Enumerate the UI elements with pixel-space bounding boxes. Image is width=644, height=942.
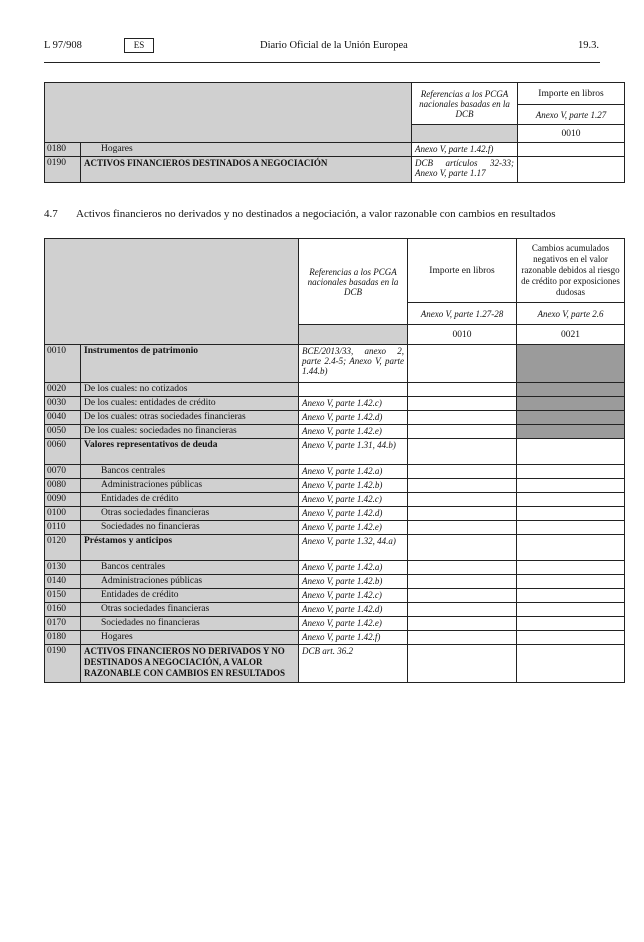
journal-reference: L 97/908 [44,40,82,51]
row-cell [517,589,625,603]
table-row [45,535,625,561]
row-cell [408,465,517,479]
row-ref: Anexo V, parte 1.42.e) [299,521,408,535]
table-row [45,507,625,521]
row-cell-greyed [517,345,625,383]
row-cell [408,603,517,617]
row-label: Sociedades no financieras [81,521,299,535]
section-number: 4.7 [44,208,58,220]
table-row [45,465,625,479]
row-cell [408,383,517,397]
row-label: Bancos centrales [81,465,299,479]
header-ref: Referencias a los PCGA nacionales basadas en la DCB [412,83,518,125]
row-code: 0040 [45,411,81,425]
row-ref [299,383,408,397]
row-label: Otras sociedades financieras [81,603,299,617]
row-code: 0030 [45,397,81,411]
table-row [45,631,625,645]
row-code: 0140 [45,575,81,589]
header-change-ref: Anexo V, parte 2.6 [517,303,625,325]
row-label: Valores representativos de deuda [81,439,299,465]
row-cell [408,479,517,493]
table-row [45,575,625,589]
row-code: 0090 [45,493,81,507]
row-cell [408,575,517,589]
row-ref: Anexo V, parte 1.42.b) [299,479,408,493]
table-row [45,345,625,383]
row-code: 0060 [45,439,81,465]
section-title: Activos financieros no derivados y no destinados a negociación, a valor razonable con cambios en resultados [76,208,556,220]
row-code: 0160 [45,603,81,617]
row-code: 0120 [45,535,81,561]
table-row [45,561,625,575]
row-ref: Anexo V, parte 1.42.a) [299,561,408,575]
row-ref: BCE/2013/33, anexo 2, parte 2.4-5; Anexo V, parte 1.44.b) [299,345,408,383]
row-cell [408,493,517,507]
row-cell-greyed [517,383,625,397]
row-cell [408,397,517,411]
row-label: Instrumentos de patrimonio [81,345,299,383]
row-code: 0130 [45,561,81,575]
row-label: De los cuales: no cotizados [81,383,299,397]
row-ref: Anexo V, parte 1.42.a) [299,465,408,479]
row-cell [517,561,625,575]
table-row [45,425,625,439]
row-cell [517,439,625,465]
row-label: Otras sociedades financieras [81,507,299,521]
row-cell [517,479,625,493]
row-ref: DCB art. 36.2 [299,645,408,683]
table-fvtpl-assets [44,238,625,683]
row-cell [517,631,625,645]
row-ref: DCB artículos 32-33; Anexo V, parte 1.17 [412,157,518,183]
header-ref-blank [412,125,518,143]
row-ref: Anexo V, parte 1.32, 44.a) [299,535,408,561]
row-cell [408,617,517,631]
row-ref: Anexo V, parte 1.42.f) [299,631,408,645]
row-ref: Anexo V, parte 1.42.f) [412,143,518,157]
header-amount-code: 0010 [408,325,517,345]
row-label: Administraciones públicas [81,479,299,493]
table-row [45,439,625,465]
row-cell [517,645,625,683]
row-cell [408,345,517,383]
row-cell [517,493,625,507]
table-row [45,397,625,411]
row-code: 0100 [45,507,81,521]
section-heading [44,208,556,220]
header-rule [44,62,600,63]
row-ref: Anexo V, parte 1.42.d) [299,507,408,521]
row-code: 0020 [45,383,81,397]
row-label: ACTIVOS FINANCIEROS DESTINADOS A NEGOCIACIÓN [81,157,412,183]
table-row [45,411,625,425]
row-ref: Anexo V, parte 1.42.e) [299,617,408,631]
row-cell [517,535,625,561]
table-row [45,143,625,157]
row-ref: Anexo V, parte 1.42.d) [299,603,408,617]
row-cell [408,535,517,561]
row-code: 0190 [45,645,81,683]
row-label: De los cuales: otras sociedades financieras [81,411,299,425]
journal-title: Diario Oficial de la Unión Europea [260,40,408,51]
header-change-code: 0021 [517,325,625,345]
row-code: 0080 [45,479,81,493]
header-amount-ref: Anexo V, parte 1.27-28 [408,303,517,325]
row-cell [408,521,517,535]
row-code: 0070 [45,465,81,479]
row-label: De los cuales: entidades de crédito [81,397,299,411]
row-cell [517,507,625,521]
row-cell [408,561,517,575]
row-cell [408,507,517,521]
page-header [44,36,644,56]
header-amount-ref: Anexo V, parte 1.27 [518,105,625,125]
row-code: 0190 [45,157,81,183]
row-ref: Anexo V, parte 1.42.e) [299,425,408,439]
row-label: De los cuales: sociedades no financieras [81,425,299,439]
header-ref-blank [299,325,408,345]
row-code: 0170 [45,617,81,631]
header-blank [45,239,299,345]
row-cell [408,439,517,465]
row-label: Entidades de crédito [81,493,299,507]
row-cell-greyed [517,425,625,439]
table-row [45,617,625,631]
publication-date: 19.3. [578,40,599,51]
row-code: 0180 [45,631,81,645]
row-cell [517,575,625,589]
row-cell [408,589,517,603]
row-label: Hogares [81,631,299,645]
row-code: 0110 [45,521,81,535]
row-cell-greyed [517,411,625,425]
table-row [45,479,625,493]
table-row [45,493,625,507]
row-ref: Anexo V, parte 1.42.c) [299,493,408,507]
row-label: Hogares [81,143,412,157]
row-ref: Anexo V, parte 1.42.c) [299,589,408,603]
table-continuation [44,82,625,183]
row-label: Préstamos y anticipos [81,535,299,561]
table-row [45,521,625,535]
row-cell [517,465,625,479]
header-amount: Importe en libros [518,83,625,105]
row-ref: Anexo V, parte 1.31, 44.b) [299,439,408,465]
row-cell [518,143,625,157]
language-badge: ES [124,38,154,53]
header-amount: Importe en libros [408,239,517,303]
table-row [45,589,625,603]
row-ref: Anexo V, parte 1.42.c) [299,397,408,411]
row-code: 0010 [45,345,81,383]
table-row [45,603,625,617]
header-blank [45,83,412,143]
row-ref: Anexo V, parte 1.42.b) [299,575,408,589]
header-amount-code: 0010 [518,125,625,143]
row-cell [408,425,517,439]
row-code: 0180 [45,143,81,157]
row-label: Administraciones públicas [81,575,299,589]
row-cell [408,631,517,645]
header-change: Cambios acumulados negativos en el valor razonable debidos al riesgo de crédito por exposiciones dudosas [517,239,625,303]
row-label: Entidades de crédito [81,589,299,603]
row-code: 0050 [45,425,81,439]
row-label: Sociedades no financieras [81,617,299,631]
row-cell [408,411,517,425]
table-row [45,383,625,397]
row-cell [408,645,517,683]
row-label: Bancos centrales [81,561,299,575]
row-label: ACTIVOS FINANCIEROS NO DERIVADOS Y NO DESTINADOS A NEGOCIACIÓN, A VALOR RAZONABLE CON CAMBIOS EN RESULTADOS [81,645,299,683]
row-cell [517,521,625,535]
table-row [45,645,625,683]
row-cell-greyed [517,397,625,411]
header-ref: Referencias a los PCGA nacionales basadas en la DCB [299,239,408,325]
row-ref: Anexo V, parte 1.42.d) [299,411,408,425]
table-row [45,157,625,183]
row-code: 0150 [45,589,81,603]
row-cell [517,603,625,617]
row-cell [518,157,625,183]
row-cell [517,617,625,631]
